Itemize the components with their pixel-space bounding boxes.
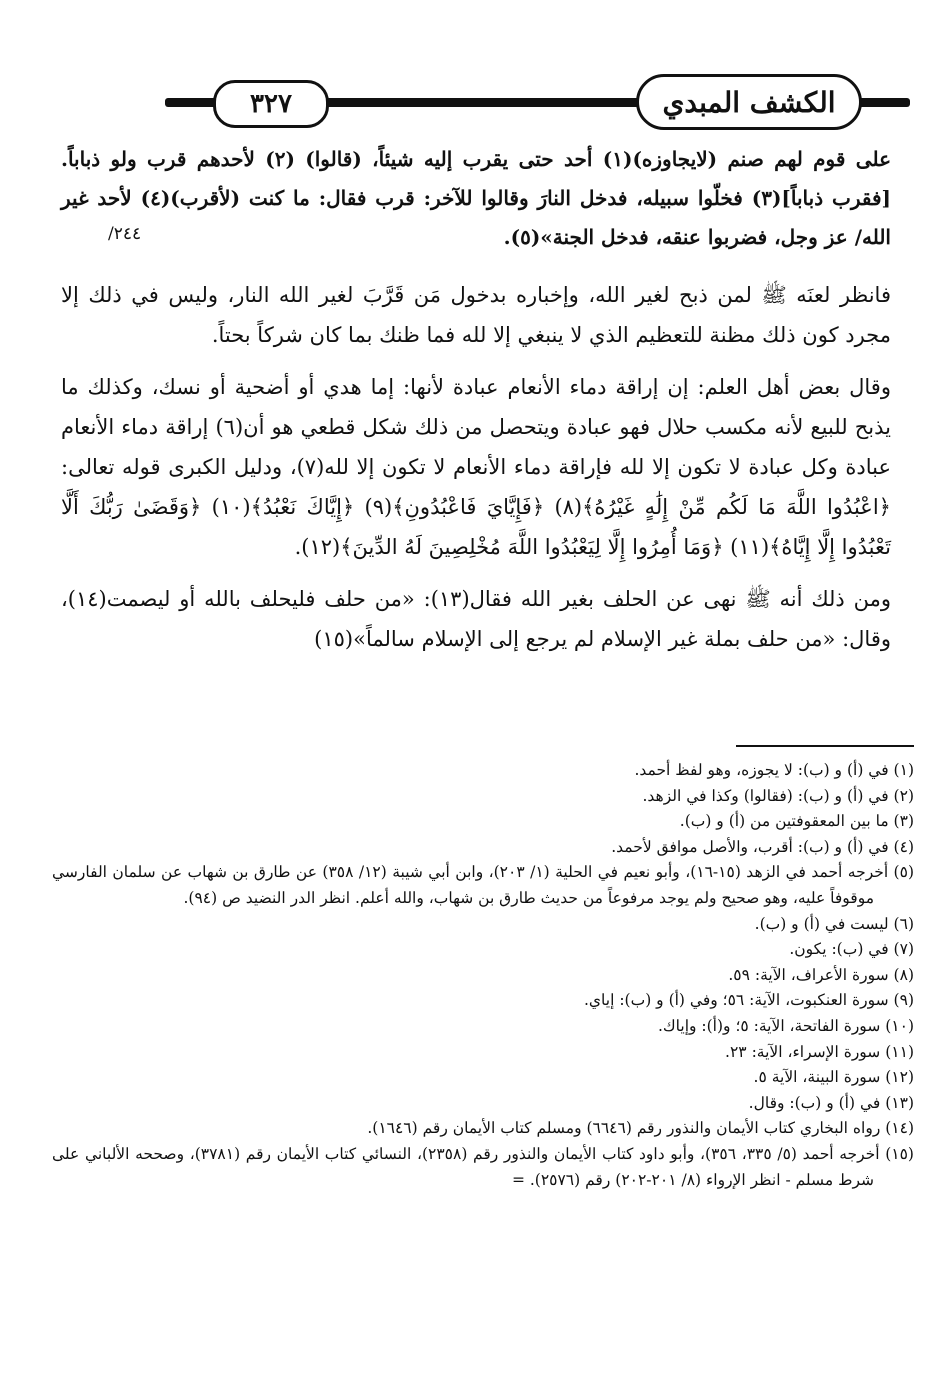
footnote: (٧) في (ب): يكون. [789, 940, 914, 959]
footnote: (١٠) سورة الفاتحة، الآية: ٥؛ و(أ): وإياك. [657, 1016, 914, 1035]
paragraph: فانظر لعنَه ﷺ لمن ذبح لغير الله، وإخباره بدخول مَن قَرَّبَ لغير الله النار، وليس في ذلك إلا مجرد كون ذلك مظنة للتعظيم الذي لا ينبغي إلا لله فما ظنك بما كان شركاً بحتاً. [61, 283, 891, 347]
footnote: (٥) أخرجه أحمد في الزهد (١٥-١٦)، وأبو نعيم في الحلية (١/ ٢٠٣)، وابن أبي شيبة (١٢/ ٣٥٨) عن طارق بن شهاب عن سلمان الفارسي موقوفاً عليه، وهو صحيح ولم يوجد مرفوعاً من حديث طارق بن شهاب، والله أعلم. انظر الدر النضيد ص (٩٤). [52, 863, 914, 907]
paragraph: وقال بعض أهل العلم: إن إراقة دماء الأنعام عبادة لأنها: إما هدي أو أضحية أو نسك، وكذلك ما يذبح للبيع لأنه مكسب حلال فهو عبادة ويتحصل من ذلك شكل قطعي هو أن(٦) إراقة دماء الأنعام عبادة وكل عبادة لا تكون إلا لله فإراقة دماء الأنعام لا تكون إلا لله(٧)، ودليل الكبرى قوله تعالى: ﴿اعْبُدُوا اللَّهَ مَا لَكُم مِّنْ إِلَٰهٍ غَيْرُهُ﴾(٨) ﴿فَإِيَّايَ فَاعْبُدُونِ﴾(٩) ﴿إِيَّاكَ نَعْبُدُ﴾(١٠) ﴿وَقَضَىٰ رَبُّكَ أَلَّا تَعْبُدُوا إِلَّا إِيَّاهُ﴾(١١) ﴿وَمَا أُمِرُوا إِلَّا لِيَعْبُدُوا اللَّهَ مُخْلِصِينَ لَهُ الدِّينَ﴾(١٢). [61, 375, 892, 559]
hadith-continuation: على قوم لهم صنم (لايجاوزه)(١) أحد حتى يقرب إليه شيئاً، (قالوا) (٢) لأحدهم قرب ولو ذباباً. [فقرب ذباباً](٣) فخلّوا سبيله، فدخل النارَ وقالوا للآخر: قرب فقال: ما كنت (لأقرب)(٤) لأحد غير الله/ عز وجل، فضربوا عنقه، فدخل الجنة»(٥). [61, 147, 892, 249]
footnote: (١٥) أخرجه أحمد (٥/ ٣٣٥، ٣٥٦)، وأبو داود كتاب الأيمان والنذور رقم (٢٣٥٨)، النسائي كتاب الأيمان رقم (٣٧٨١)، وصححه الألباني على شرط مسلم - انظر الإرواء (٨/ ٢٠١-٢٠٢) رقم (٢٥٧٦). = [52, 1144, 914, 1189]
footnote: (١) في (أ) و (ب): لا يجوزه، وهو لفظ أحمد. [634, 761, 914, 779]
footnote: (٦) ليست في (أ) و (ب). [754, 914, 914, 933]
footnote: (٩) سورة العنكبوت، الآية: ٥٦؛ وفي (أ) و (ب): إياي. [584, 991, 914, 1010]
footnote: (٣) ما بين المعقوفتين من (أ) و (ب). [679, 812, 914, 831]
page-number: ٣٢٧ [213, 80, 329, 128]
paragraph: ومن ذلك أنه ﷺ نهى عن الحلف بغير الله فقال(١٣): «من حلف فليحلف بالله أو ليصمت(١٤)، وقال: «من حلف بملة غير الإسلام لم يرجع إلى الإسلام سالماً»(١٥) [61, 587, 891, 651]
footnotes-list [52, 758, 914, 1193]
footnote: (٢) في (أ) و (ب): (فقالوا) وكذا في الزهد. [642, 786, 914, 805]
footnote: (١٤) رواه البخاري كتاب الأيمان والنذور رقم (٦٦٤٦) ومسلم كتاب الأيمان رقم (١٦٤٦). [367, 1119, 914, 1138]
margin-page-reference: ٢٤٤/ [108, 224, 142, 244]
footnote: (١٣) في (أ) و (ب): وقال. [748, 1093, 914, 1112]
footnote: (٤) في (أ) و (ب): أقرب، والأصل موافق لأحمد. [611, 837, 914, 856]
running-title: الكشف المبدي [636, 74, 862, 130]
main-text [61, 140, 891, 659]
footnote: (٨) سورة الأعراف، الآية: ٥٩. [728, 965, 914, 984]
footnote: (١٢) سورة البينة، الآية ٥. [753, 1068, 914, 1087]
footnote: (١١) سورة الإسراء، الآية: ٢٣. [725, 1042, 914, 1061]
page-header [165, 72, 910, 132]
footnote-divider [736, 745, 914, 747]
